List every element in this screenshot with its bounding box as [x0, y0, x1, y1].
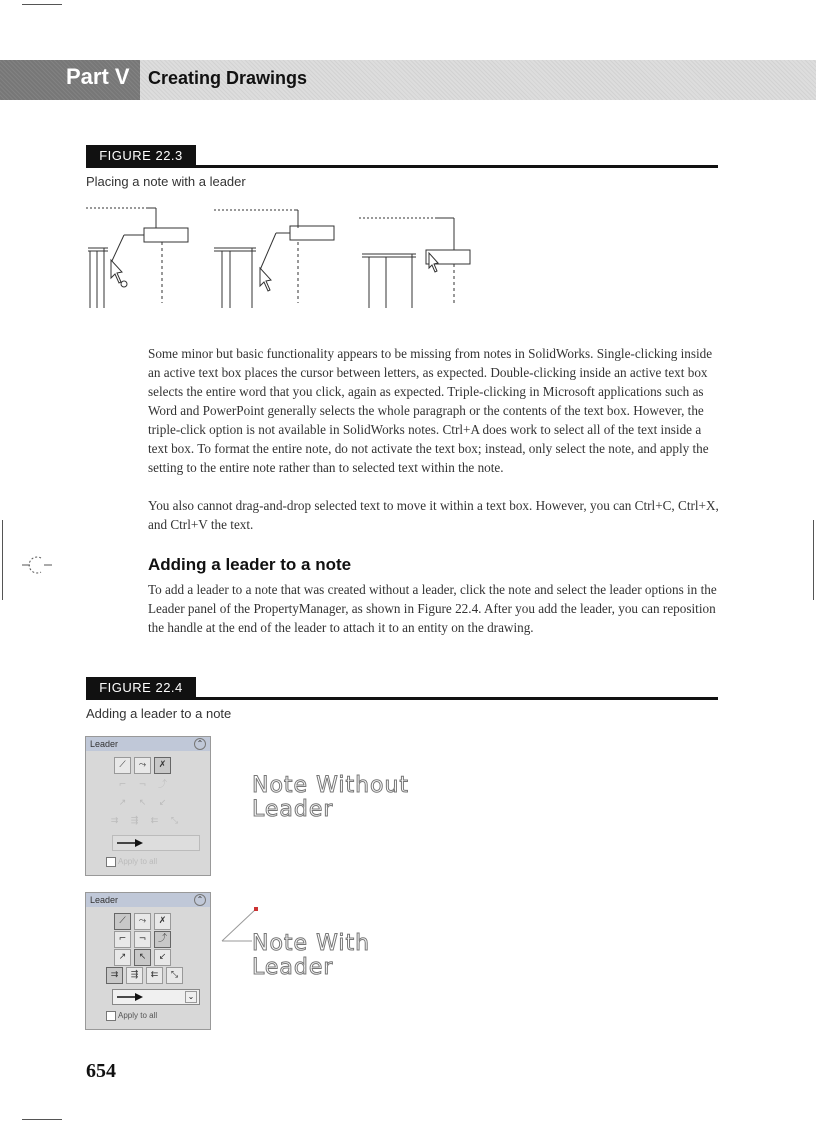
arrow-style-icon	[113, 836, 153, 850]
figure-rule	[86, 165, 718, 168]
crop-mark-left	[2, 520, 3, 600]
part-label: Part V	[66, 64, 130, 89]
chevron-down-icon[interactable]: ⌄	[185, 991, 197, 1003]
leader-direction-buttons	[114, 795, 171, 812]
leader-icon[interactable]: ⟋	[114, 757, 131, 774]
leader-style-buttons	[114, 913, 171, 930]
collapse-icon[interactable]: ⌃	[194, 894, 206, 906]
multi-jog-leader-icon[interactable]: ⤳	[134, 757, 151, 774]
leader-direction-buttons	[114, 949, 171, 966]
arrow-style-select[interactable]	[112, 835, 200, 851]
bent-leader-icon: ⌐	[118, 780, 127, 790]
apply-to-all-label: Apply to all	[118, 1011, 158, 1021]
apply-to-all-label: Apply to all	[118, 857, 158, 867]
attach-top-icon[interactable]: ⇉	[106, 967, 123, 984]
step-2-note-placement	[214, 210, 334, 308]
note-with-leader-line2: Leader	[252, 955, 334, 980]
note-with-leader-line1: Note With	[252, 931, 371, 956]
step-3-note-placement	[359, 218, 470, 308]
figure-tag: FIGURE 22.4	[86, 677, 196, 699]
attach-bottom-icon: ⇇	[150, 816, 159, 826]
crop-mark-bottom-left	[22, 1119, 62, 1120]
leader-right-icon: ↖	[138, 798, 147, 808]
panel-title	[86, 737, 210, 751]
leader-icon[interactable]: ⟋	[114, 913, 131, 930]
attach-middle-icon[interactable]: ⇶	[126, 967, 143, 984]
panel-title	[86, 893, 210, 907]
attach-nearest-icon: ⤡	[170, 816, 179, 826]
body-paragraph-3: To add a leader to a note that was created without a leader, click the note and select the leader options in the Leader panel of the PropertyManager, as shown in Figure 22.4. After you add the leader, you can reposition the handle at the end of the leader to attach it to an entity on the drawing.	[148, 582, 717, 635]
leader-left-icon: ↗	[118, 798, 127, 808]
registration-mark-icon	[22, 553, 52, 577]
chapter-title: Creating Drawings	[148, 68, 308, 88]
attach-top-icon: ⇉	[110, 816, 119, 826]
crop-mark-right	[813, 520, 814, 600]
arrow-style-icon	[113, 990, 153, 1004]
figure-tag: FIGURE 22.3	[86, 145, 196, 167]
leader-left-icon[interactable]: ↗	[114, 949, 131, 966]
attach-nearest-icon[interactable]: ⤡	[166, 967, 183, 984]
leader-nearest-icon: ↙	[158, 798, 167, 808]
bent-leader-icon[interactable]: ⌐	[114, 931, 131, 948]
no-leader-icon[interactable]: ✗	[154, 913, 171, 930]
attach-bottom-icon[interactable]: ⇇	[146, 967, 163, 984]
step-1-note-placement	[86, 208, 188, 308]
leader-style-buttons	[114, 757, 171, 774]
collapse-icon[interactable]: ⌃	[194, 738, 206, 750]
straight-leader-icon: ¬	[138, 780, 147, 790]
multi-jog-leader-icon[interactable]: ⤳	[134, 913, 151, 930]
crop-mark-top-left	[22, 4, 62, 5]
checkbox-icon[interactable]	[106, 1011, 116, 1021]
checkbox-icon	[106, 857, 116, 867]
arrow-style-select[interactable]	[112, 989, 200, 1005]
note-without-leader-line1: Note Without	[252, 773, 410, 798]
body-paragraph-2: You also cannot drag-and-drop selected text to move it within a text box. However, you can Ctrl+C, Ctrl+X, and Ctrl+V the text.	[148, 498, 719, 532]
figure-rule	[86, 697, 718, 700]
auto-leader-icon: ⤴	[157, 780, 167, 790]
leader-attach-buttons	[106, 813, 183, 830]
figure-caption: Placing a note with a leader	[86, 174, 246, 189]
panel-title-label: Leader	[90, 895, 119, 905]
leader-attach-buttons	[106, 967, 183, 984]
leader-nearest-icon[interactable]: ↙	[154, 949, 171, 966]
leader-panel-disabled	[85, 736, 211, 876]
note-without-leader-line2: Leader	[252, 797, 334, 822]
straight-leader-icon[interactable]: ¬	[134, 931, 151, 948]
auto-leader-icon[interactable]: ⤴	[154, 931, 171, 948]
leader-type-buttons	[114, 931, 171, 948]
figure-caption: Adding a leader to a note	[86, 706, 232, 721]
figure-22-3-illustration	[86, 198, 486, 310]
attach-middle-icon: ⇶	[130, 816, 139, 826]
panel-title-label: Leader	[90, 739, 119, 749]
leader-type-buttons	[114, 777, 171, 794]
leader-right-icon[interactable]: ↖	[134, 949, 151, 966]
section-heading: Adding a leader to a note	[148, 555, 352, 574]
apply-to-all-checkbox[interactable]	[106, 1011, 157, 1021]
body-paragraph-1: Some minor but basic functionality appears to be missing from notes in SolidWorks. Single-clicking inside an active text box places the cursor between letters, as expected. Double-clicking inside an active text box selects the entire word that you click, again as expected. Triple-clicking in Microsoft applications such as Word and PowerPoint generally selects the whole paragraph or the contents of the text box. However, the triple-click option is not available in SolidWorks notes. Ctrl+A does work to select all of the text inside a text box. To format the entire note, do not activate the text box; instead, only select the note, and apply the setting to the entire note rather than to selected text within the note.	[148, 346, 713, 475]
no-leader-icon[interactable]: ✗	[154, 757, 171, 774]
leader-panel-enabled	[85, 892, 211, 1030]
page-number: 654	[86, 1060, 116, 1082]
apply-to-all-checkbox	[106, 857, 157, 867]
